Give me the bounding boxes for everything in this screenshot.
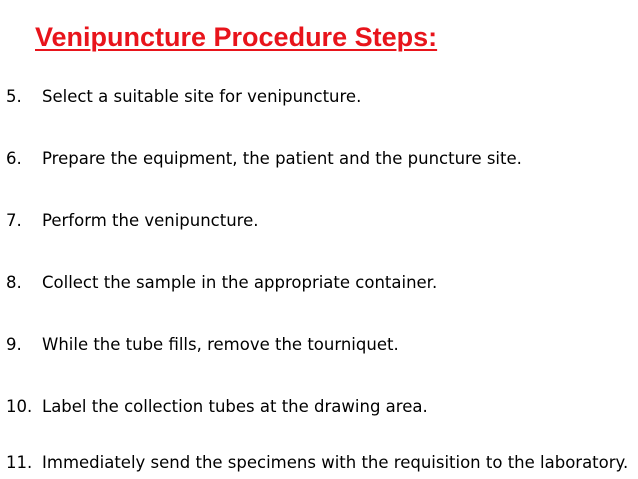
step-item — [6, 273, 638, 293]
step-item — [6, 453, 638, 473]
step-text: Perform the venipuncture. — [42, 211, 259, 230]
step-text: Collect the sample in the appropriate container. — [42, 273, 438, 292]
slide-title: Venipuncture Procedure Steps: — [35, 22, 438, 52]
step-item — [6, 87, 638, 107]
step-text: Label the collection tubes at the drawing area. — [42, 397, 428, 416]
step-item — [6, 149, 638, 169]
step-item — [6, 397, 638, 417]
step-number: 5. — [6, 87, 22, 106]
step-number: 11. — [6, 453, 33, 472]
step-number: 7. — [6, 211, 22, 230]
step-text: While the tube fills, remove the tourniquet. — [42, 335, 399, 354]
step-number: 10. — [6, 397, 33, 416]
step-text: Prepare the equipment, the patient and the puncture site. — [42, 149, 522, 168]
step-item — [6, 211, 638, 231]
step-text: Select a suitable site for venipuncture. — [42, 87, 362, 106]
step-number: 9. — [6, 335, 22, 354]
step-number: 6. — [6, 149, 22, 168]
step-item — [6, 335, 638, 355]
step-text: Immediately send the specimens with the requisition to the laboratory. — [42, 453, 629, 472]
step-number: 8. — [6, 273, 22, 292]
